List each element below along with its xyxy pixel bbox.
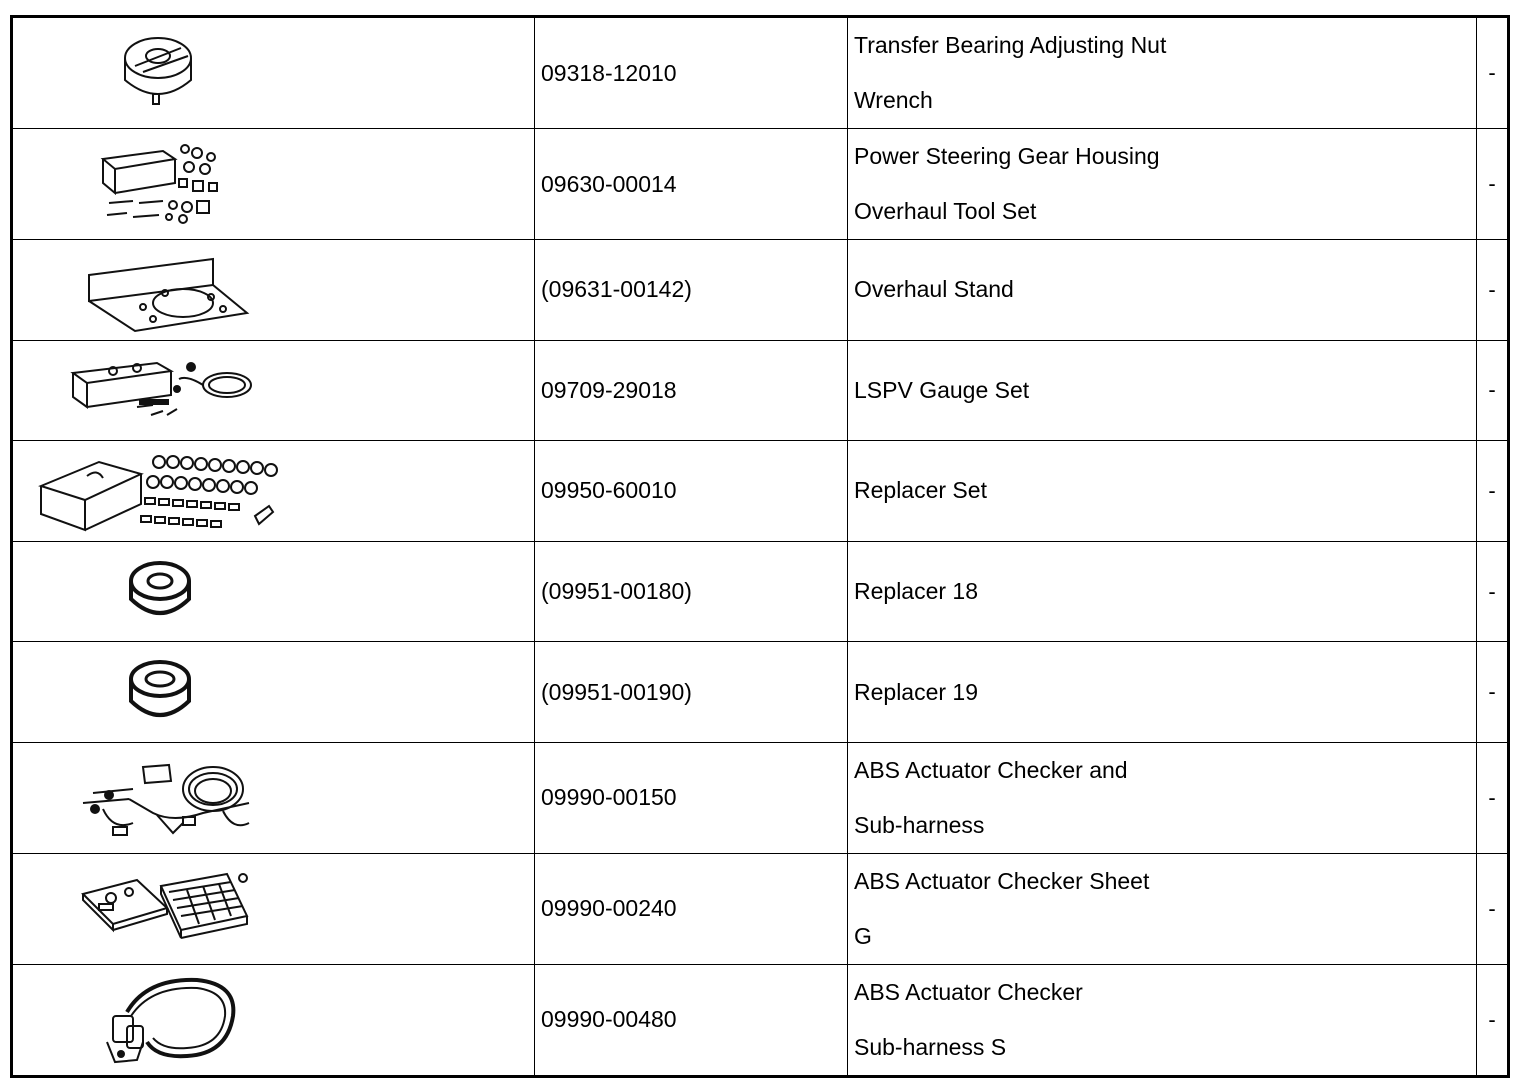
note: -	[1488, 171, 1496, 196]
part-number: (09631-00142)	[541, 276, 692, 303]
note: -	[1488, 276, 1496, 302]
table-row	[13, 642, 1507, 743]
note-cell	[1477, 441, 1507, 541]
tool-image-cell	[13, 240, 535, 340]
tool-name-cell	[848, 642, 1477, 742]
checker-sheet-icon	[33, 861, 337, 957]
tool-name-cell	[848, 341, 1477, 441]
tool-image-cell	[13, 642, 535, 742]
tool-name: ABS Actuator Checker Sub-harness S	[854, 978, 1083, 1060]
table-row	[13, 129, 1507, 240]
table-row	[13, 542, 1507, 643]
sub-harness-icon	[33, 972, 347, 1068]
part-number-cell	[535, 18, 848, 128]
part-number: 09950-60010	[541, 477, 677, 504]
note-cell	[1477, 965, 1507, 1075]
tool-name-cell	[848, 854, 1477, 964]
tool-image-cell	[13, 743, 535, 853]
tool-name: ABS Actuator Checker and Sub-harness	[854, 756, 1128, 838]
note-cell	[1477, 341, 1507, 441]
part-number: 09318-12010	[541, 59, 677, 86]
replacer-set-icon	[33, 443, 297, 539]
tool-name-cell	[848, 743, 1477, 853]
tool-name: Replacer 18	[854, 578, 979, 605]
table-row	[13, 965, 1507, 1075]
part-number-cell	[535, 240, 848, 340]
part-number-cell	[535, 854, 848, 964]
note-cell	[1477, 542, 1507, 642]
part-number: 09990-00480	[541, 1006, 677, 1033]
table-row	[13, 341, 1507, 442]
part-number-cell	[535, 341, 848, 441]
tool-name: Replacer 19	[854, 678, 979, 705]
tool-image-cell	[13, 341, 535, 441]
tool-name-cell	[848, 542, 1477, 642]
part-number-cell	[535, 965, 848, 1075]
part-number: 09990-00240	[541, 895, 677, 922]
note: -	[1488, 895, 1496, 921]
note: -	[1488, 377, 1496, 403]
note-cell	[1477, 129, 1507, 239]
note-cell	[1477, 240, 1507, 340]
note-cell	[1477, 18, 1507, 128]
tool-name-cell	[848, 240, 1477, 340]
part-number-cell	[535, 441, 848, 541]
note-cell	[1477, 743, 1507, 853]
tool-image-cell	[13, 441, 535, 541]
note: -	[1488, 679, 1496, 705]
tool-set-icon	[33, 136, 353, 232]
replacer-ring-icon	[33, 544, 385, 640]
tool-name-cell	[848, 18, 1477, 128]
part-number-cell	[535, 542, 848, 642]
special-tools-table	[10, 15, 1510, 1078]
tool-name: LSPV Gauge Set	[854, 376, 1030, 403]
note: -	[1488, 1006, 1496, 1032]
table-row	[13, 743, 1507, 854]
tool-image-cell	[13, 965, 535, 1075]
checker-harness-icon	[33, 750, 333, 846]
tool-image-cell	[13, 542, 535, 642]
note: -	[1488, 60, 1496, 85]
part-number: 09990-00150	[541, 784, 677, 811]
table-row	[13, 18, 1507, 129]
tool-name: Power Steering Gear Housing Overhaul Tool Set	[854, 143, 1160, 224]
note-cell	[1477, 642, 1507, 742]
table-row	[13, 441, 1507, 542]
note: -	[1488, 477, 1496, 503]
note-cell	[1477, 854, 1507, 964]
overhaul-stand-icon	[33, 242, 343, 338]
tool-image-cell	[13, 854, 535, 964]
part-number: 09709-29018	[541, 376, 677, 403]
note: -	[1488, 578, 1496, 604]
gauge-set-icon	[33, 342, 327, 438]
replacer-ring-icon	[33, 644, 385, 740]
part-number: (09951-00190)	[541, 678, 692, 705]
table-row	[13, 240, 1507, 341]
part-number-cell	[535, 743, 848, 853]
note: -	[1488, 784, 1496, 810]
tool-image-cell	[13, 129, 535, 239]
part-number: (09951-00180)	[541, 578, 692, 605]
part-number-cell	[535, 129, 848, 239]
tool-name: Replacer Set	[854, 477, 987, 504]
tool-image-cell	[13, 18, 535, 128]
part-number: 09630-00014	[541, 170, 677, 197]
tool-name-cell	[848, 441, 1477, 541]
tool-name: Overhaul Stand	[854, 276, 1014, 303]
part-number-cell	[535, 642, 848, 742]
tool-name-cell	[848, 965, 1477, 1075]
table-row	[13, 854, 1507, 965]
nut-wrench-icon	[33, 25, 373, 121]
tool-name: ABS Actuator Checker Sheet G	[854, 867, 1150, 949]
tool-name-cell	[848, 129, 1477, 239]
tool-name: Transfer Bearing Adjusting Nut Wrench	[854, 32, 1167, 113]
